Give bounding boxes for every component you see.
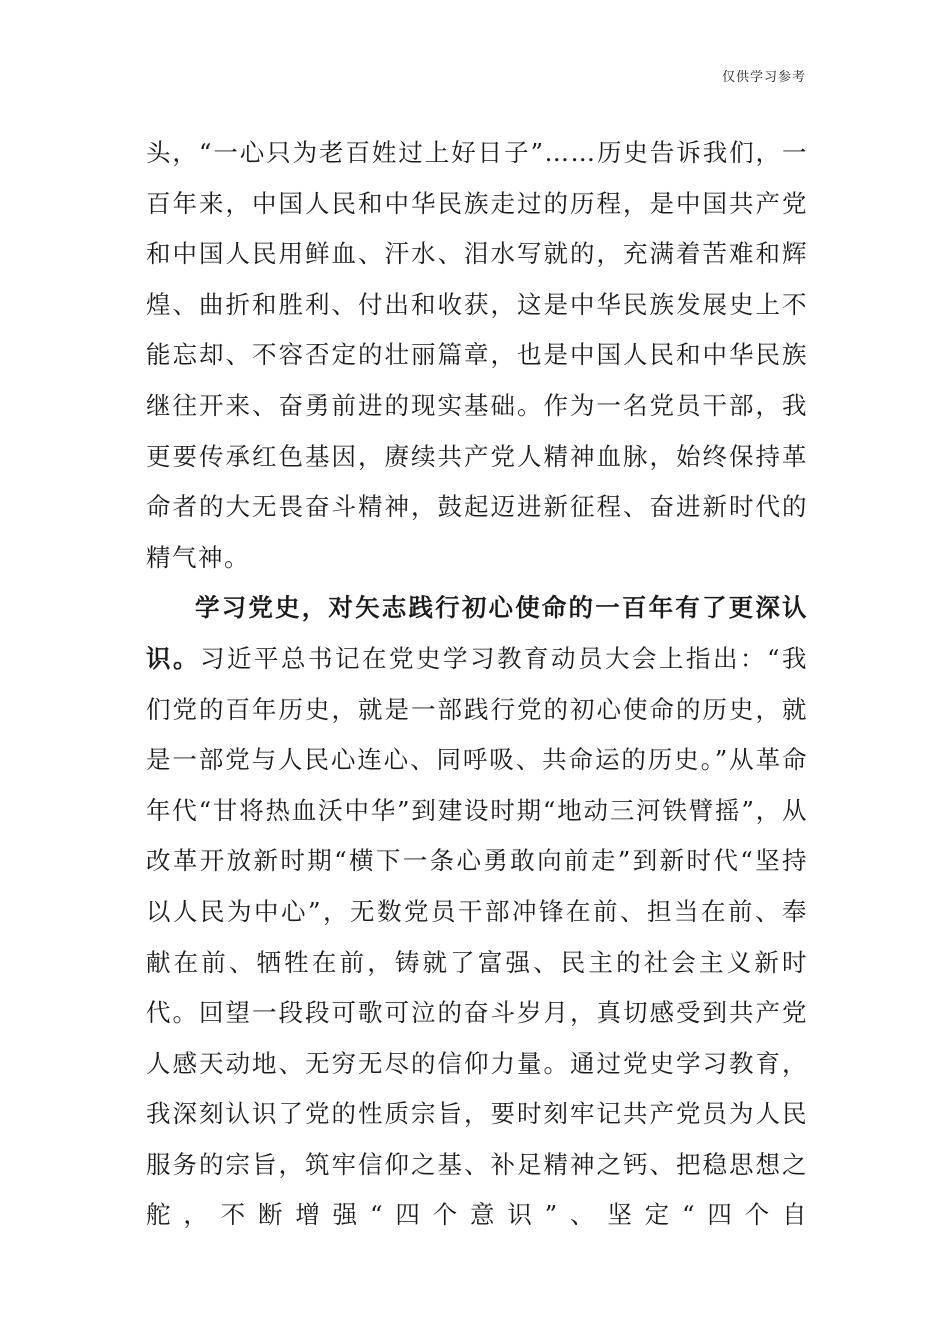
paragraph-text: 习近平总书记在党史学习教育动员大会上指出：“我们党的百年历史，就是一部践行党的初心使命的历史，就是一部党与人民心连心、同呼吸、共命运的历史。”从革命年代“甘将热血沃中华”到建设时期“地动三河铁臂摇”，从改革开放新时期“横下一条心勇敢向前走”到新时代“坚持以人民为中心”，无数党员干部冲锋在前、担当在前、奉献在前、牺牲在前，铸就了富强、民主的社会主义新时代。回望一段段可歌可泣的奋斗岁月，真切感受到共产党人感天动地、无穷无尽的信仰力量。通过党史学习教育，我深刻认识了党的性质宗旨，要时刻牢记共产党员为人民服务的宗旨，筑牢信仰之基、补足精神之钙、把稳思想之舵，不断增强“四个意识”、坚定“四个自 [146,643,808,1230]
paragraph-party-history [146,583,808,1241]
document-body [146,128,808,1241]
paragraph-lead-sentence: 学习党史，对矢志践行初心使命的一百年有了更深认识。 [146,593,808,673]
page-header-note: 仅供学习参考 [721,70,806,85]
paragraph-continuation [146,128,808,583]
paragraph-text: 头，“一心只为老百姓过上好日子”……历史告诉我们，一百年来，中国人民和中华民族走过的历程，是中国共产党和中国人民用鲜血、汗水、泪水写就的，充满着苦难和辉煌、曲折和胜利、付出和收获，这是中华民族发展史上不能忘却、不容否定的壮丽篇章，也是中国人民和中华民族继往开来、奋勇前进的现实基础。作为一名党员干部，我更要传承红色基因，赓续共产党人精神血脉，始终保持革命者的大无畏奋斗精神，鼓起迈进新征程、奋进新时代的精气神。 [146,138,808,572]
